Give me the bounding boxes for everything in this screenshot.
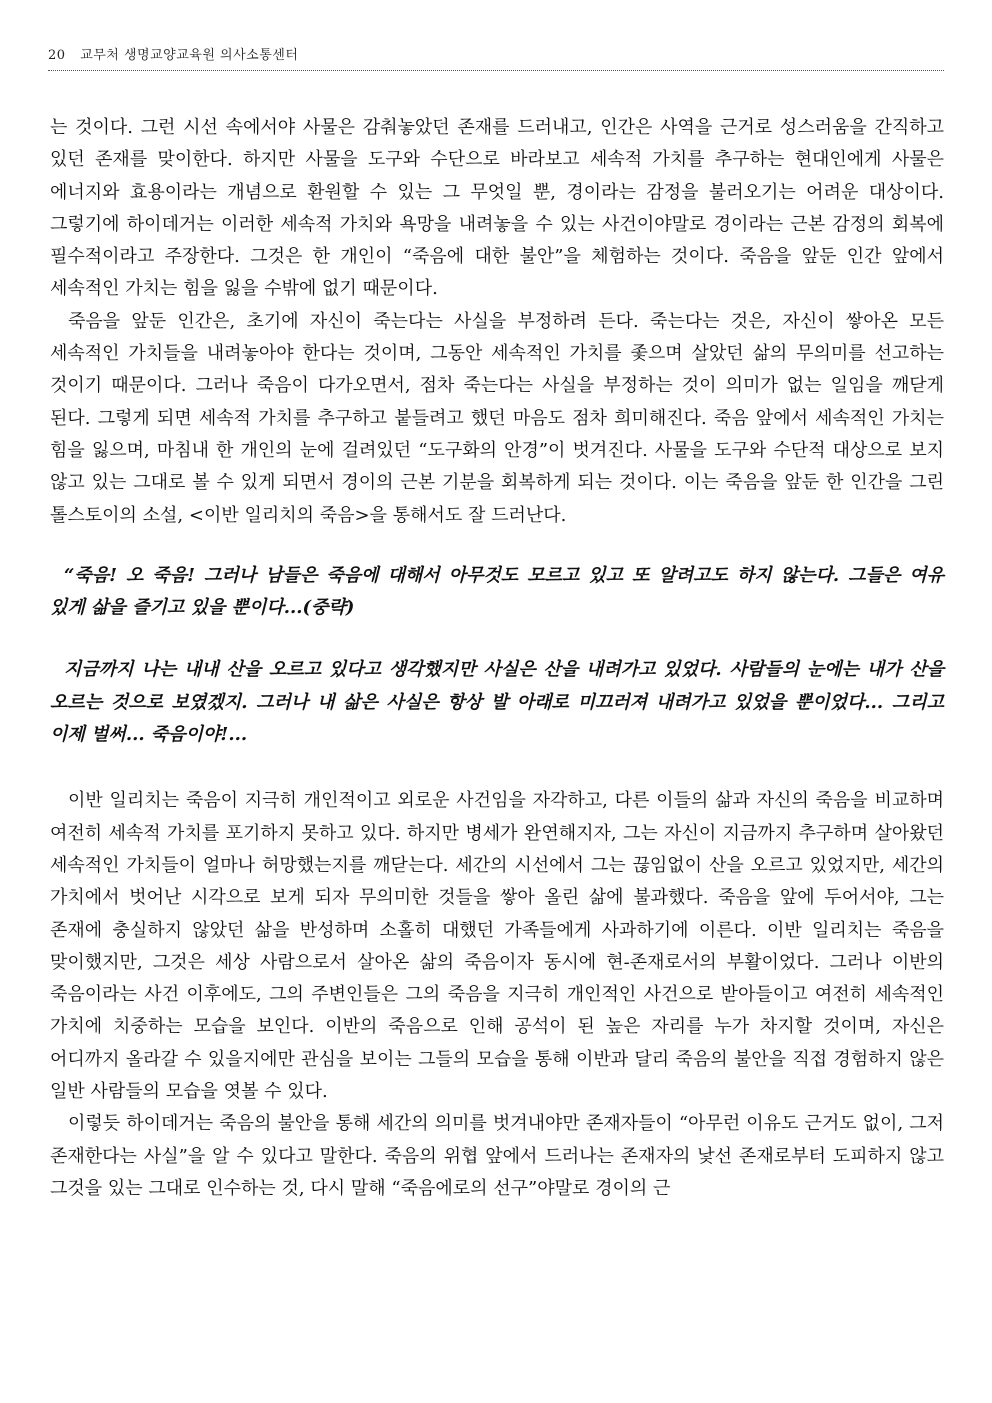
header-title: 교무처 생명교양교육원 의사소통센터 bbox=[80, 48, 299, 63]
page-header bbox=[48, 44, 944, 68]
page-number: 20 bbox=[48, 48, 66, 63]
spacer bbox=[50, 624, 944, 654]
quote-block-2: 지금까지 나는 내내 산을 오르고 있다고 생각했지만 사실은 산을 내려가고 있었다. 사람들의 눈에는 내가 산을 오르는 것으로 보였겠지. 그러나 내 삶은 사실은 항상 발 아래로 미끄러져 내려가고 있었을 뿐이었다... 그리고 이제 벌써... 죽음이야!... bbox=[50, 659, 944, 746]
document-body bbox=[50, 112, 944, 1205]
paragraph-1: 는 것이다. 그런 시선 속에서야 사물은 감춰놓았던 존재를 드러내고, 인간은 사역을 근거로 성스러움을 간직하고 있던 존재를 맞이한다. 하지만 사물을 도구와 수단으로 바라보고 세속적 가치를 추구하는 현대인에게 사물은 에너지와 효용이라는 개념으로 환원할 수 있는 그 무엇일 뿐, 경이라는 감정을 불러오기는 어려운 대상이다. 그렇기에 하이데거는 이러한 세속적 가치와 욕망을 내려놓을 수 있는 사건이야말로 경이라는 근본 감정의 회복에 필수적이라고 주장한다. 그것은 한 개인이 “죽음에 대한 불안”을 체험하는 것이다. 죽음을 앞둔 인간 앞에서 세속적인 가치는 힘을 잃을 수밖에 없기 때문이다. bbox=[50, 117, 944, 300]
header-divider bbox=[48, 70, 944, 71]
paragraph-4: 이렇듯 하이데거는 죽음의 불안을 통해 세간의 의미를 벗겨내야만 존재자들이 “아무런 이유도 근거도 없이, 그저 존재한다는 사실”을 알 수 있다고 말한다. 죽음의 위협 앞에서 드러나는 존재자의 낯선 존재로부터 도피하지 않고 그것을 있는 그대로 인수하는 것, 다시 말해 “죽음에로의 선구”야말로 경이의 근 bbox=[50, 1113, 944, 1199]
spacer bbox=[50, 532, 944, 560]
spacer bbox=[50, 751, 944, 785]
paragraph-2: 죽음을 앞둔 인간은, 초기에 자신이 죽는다는 사실을 부정하려 든다. 죽는다는 것은, 자신이 쌓아온 모든 세속적인 가치들을 내려놓아야 한다는 것이며, 그동안 세속적인 가치를 좇으며 살았던 삶의 무의미를 선고하는 것이기 때문이다. 그러나 죽음이 다가오면서, 점차 죽는다는 사실을 부정하는 것이 의미가 없는 일임을 깨닫게 된다. 그렇게 되면 세속적 가치를 추구하고 붙들려고 했던 마음도 점차 희미해진다. 죽음 앞에서 세속적인 가치는 힘을 잃으며, 마침내 한 개인의 눈에 걸려있던 “도구화의 안경”이 벗겨진다. 사물을 도구와 수단적 대상으로 보지 않고 있는 그대로 볼 수 있게 되면서 경이의 근본 기분을 회복하게 되는 것이다. 이는 죽음을 앞둔 한 인간을 그린 톨스토이의 소설, <이반 일리치의 죽음>을 통해서도 잘 드러난다. bbox=[50, 310, 944, 526]
paragraph-3: 이반 일리치는 죽음이 지극히 개인적이고 외로운 사건임을 자각하고, 다른 이들의 삶과 자신의 죽음을 비교하며 여전히 세속적 가치를 포기하지 못하고 있다. 하지만 병세가 완연해지자, 그는 자신이 지금까지 추구하며 살아왔던 세속적인 가치들이 얼마나 허망했는지를 깨닫는다. 세간의 시선에서 그는 끊임없이 산을 오르고 있었지만, 세간의 가치에서 벗어난 시각으로 보게 되자 무의미한 것들을 쌓아 올린 삶에 불과했다. 죽음을 앞에 두어서야, 그는 존재에 충실하지 않았던 삶을 반성하며 소홀히 대했던 가족들에게 사과하기에 이른다. 이반 일리치는 죽음을 맞이했지만, 그것은 세상 사람으로서 살아온 삶의 죽음이자 동시에 현-존재로서의 부활이었다. 그러나 이반의 죽음이라는 사건 이후에도, 그의 주변인들은 그의 죽음을 지극히 개인적인 사건으로 받아들이고 여전히 세속적인 가치에 치중하는 모습을 보인다. 이반의 죽음으로 인해 공석이 된 높은 자리를 누가 차지할 것이며, 자신은 어디까지 올라갈 수 있을지에만 관심을 보이는 그들의 모습을 통해 이반과 달리 죽음의 불안을 직접 경험하지 않은 일반 사람들의 모습을 엿볼 수 있다. bbox=[50, 790, 944, 1103]
quote-block-1: “죽음! 오 죽음! 그러나 남들은 죽음에 대해서 아무것도 모르고 있고 또 알려고도 하지 않는다. 그들은 여유 있게 삶을 즐기고 있을 뿐이다...(중략) bbox=[50, 564, 944, 619]
